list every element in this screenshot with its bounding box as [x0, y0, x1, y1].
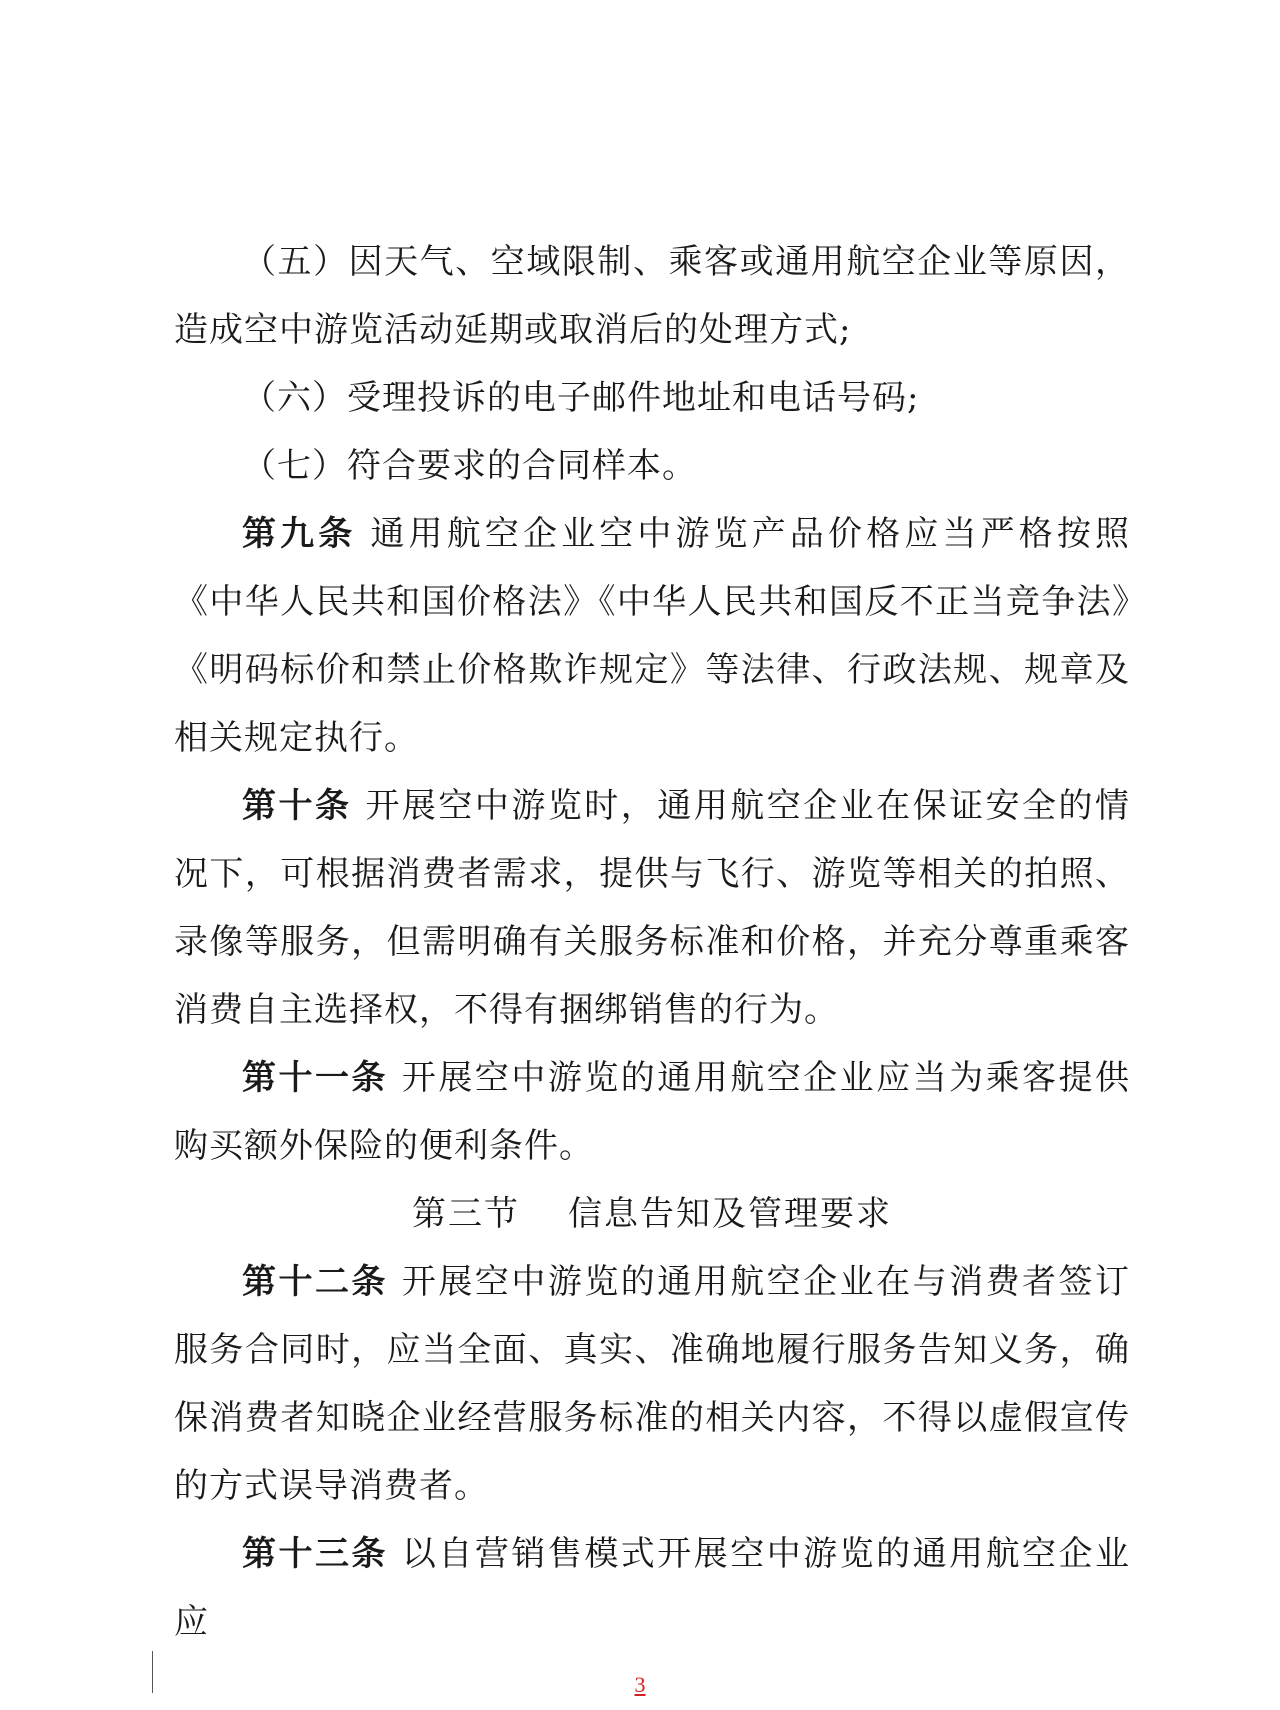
article-13 [174, 1520, 1130, 1656]
article-11 [174, 1044, 1130, 1180]
article-label: 第十三条 [242, 1534, 388, 1574]
section-heading [174, 1180, 1130, 1248]
section-number: 第三节 [412, 1194, 520, 1234]
list-item-7: （七）符合要求的合同样本。 [242, 446, 697, 486]
list-item-6: （六）受理投诉的电子邮件地址和电话号码; [242, 378, 920, 418]
article-text: 开展空中游览时，通用航空企业在保证安全的情况下，可根据消费者需求，提供与飞行、游览等相关的拍照、录像等服务，但需明确有关服务标准和价格，并充分尊重乘客消费自主选择权，不得有捆绑销售的行为。 [174, 786, 1131, 1030]
article-text: 开展空中游览的通用航空企业在与消费者签订服务合同时，应当全面、真实、准确地履行服务告知义务，确保消费者知晓企业经营服务标准的相关内容，不得以虚假宣传的方式误导消费者。 [174, 1262, 1131, 1506]
article-label: 第十二条 [242, 1262, 388, 1302]
document-body [174, 228, 1130, 1656]
article-label: 第十一条 [242, 1058, 388, 1098]
article-text: 通用航空企业空中游览产品价格应当严格按照《中华人民共和国价格法》《中华人民共和国反不正当竞争法》《明码标价和禁止价格欺诈规定》等法律、行政法规、规章及相关规定执行。 [174, 514, 1131, 758]
article-label: 第九条 [242, 514, 357, 554]
article-10 [174, 772, 1130, 1044]
article-text: 开展空中游览的通用航空企业应当为乘客提供购买额外保险的便利条件。 [174, 1058, 1131, 1166]
article-9 [174, 500, 1130, 772]
article-12 [174, 1248, 1130, 1520]
page-number: 3 [634, 1672, 646, 1697]
article-text: 以自营销售模式开展空中游览的通用航空企业应 [174, 1534, 1131, 1642]
section-title: 信息告知及管理要求 [568, 1194, 892, 1234]
article-label: 第十条 [242, 786, 352, 826]
list-item-5: （五）因天气、空域限制、乘客或通用航空企业等原因，造成空中游览活动延期或取消后的处理方式; [174, 242, 1130, 350]
